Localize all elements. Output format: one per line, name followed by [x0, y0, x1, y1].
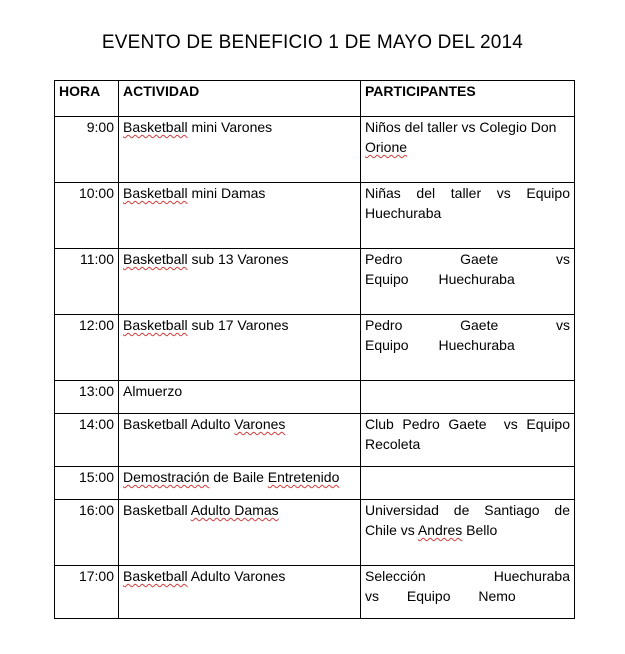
hora-cell: 9:00 — [55, 117, 119, 183]
hora-cell: 14:00 — [55, 414, 119, 467]
participantes-cell: Niñas del taller vs Equipo Huechuraba — [361, 183, 575, 249]
spellcheck-word: Entretenido — [267, 469, 340, 485]
actividad-text: mini Varones — [187, 119, 273, 135]
actividad-cell — [119, 467, 361, 500]
table-header-row — [55, 81, 575, 117]
actividad-cell — [119, 117, 361, 183]
spellcheck-word: Adulto Damas — [190, 502, 279, 518]
participantes-cell: Club Pedro Gaete vs Equipo Recoleta — [361, 414, 575, 467]
spellcheck-word: Andres — [417, 522, 463, 538]
table-row — [55, 500, 575, 566]
participantes-cell — [361, 467, 575, 500]
table-row — [55, 117, 575, 183]
participantes-cell — [361, 500, 575, 566]
actividad-text: sub 13 Varones — [187, 251, 289, 267]
participantes-text: Niños del taller vs Colegio Don — [365, 119, 557, 135]
participantes-text: Universidad de Santiago de Chile vs — [365, 502, 570, 538]
participantes-cell — [361, 117, 575, 183]
hora-cell: 10:00 — [55, 183, 119, 249]
actividad-cell — [119, 315, 361, 381]
participantes-cell — [361, 381, 575, 414]
table-row — [55, 183, 575, 249]
actividad-cell — [119, 500, 361, 566]
table-row — [55, 467, 575, 500]
header-participantes: PARTICIPANTES — [361, 81, 575, 117]
table-row — [55, 315, 575, 381]
actividad-text: de Baile — [209, 469, 268, 485]
participantes-text: Bello — [462, 522, 498, 538]
actividad-text: Basketball — [123, 502, 191, 518]
hora-cell: 13:00 — [55, 381, 119, 414]
hora-cell: 11:00 — [55, 249, 119, 315]
actividad-cell — [119, 566, 361, 619]
spellcheck-word: Basketball — [123, 317, 188, 333]
spellcheck-word: Basketball — [123, 568, 188, 584]
spellcheck-word: Varones — [234, 416, 286, 432]
spellcheck-word: Orione — [365, 139, 408, 155]
spellcheck-word: Basketball — [123, 185, 188, 201]
participantes-cell: Pedro Gaete vs Equipo Huechuraba — [361, 249, 575, 315]
table-row — [55, 414, 575, 467]
participantes-cell: Pedro Gaete vs Equipo Huechuraba — [361, 315, 575, 381]
table-row — [55, 381, 575, 414]
spellcheck-word: Demostración — [123, 469, 210, 485]
hora-cell: 12:00 — [55, 315, 119, 381]
header-actividad: ACTIVIDAD — [119, 81, 361, 117]
actividad-text: Basketball Adulto — [123, 416, 235, 432]
table-row — [55, 566, 575, 619]
actividad-cell — [119, 183, 361, 249]
actividad-cell — [119, 414, 361, 467]
spellcheck-word: Basketball — [123, 251, 188, 267]
spellcheck-word: Basketball — [123, 119, 188, 135]
table-row — [55, 249, 575, 315]
actividad-cell — [119, 249, 361, 315]
actividad-text: Adulto Varones — [187, 568, 286, 584]
document-title: EVENTO DE BENEFICIO 1 DE MAYO DEL 2014 — [101, 32, 524, 53]
hora-cell: 15:00 — [55, 467, 119, 500]
actividad-cell: Almuerzo — [119, 381, 361, 414]
participantes-cell: Selección Huechuraba vs Equipo Nemo — [361, 566, 575, 619]
event-schedule-table — [54, 80, 575, 619]
hora-cell: 17:00 — [55, 566, 119, 619]
actividad-text: mini Damas — [187, 185, 266, 201]
header-hora: HORA — [55, 81, 119, 117]
actividad-text: sub 17 Varones — [187, 317, 289, 333]
hora-cell: 16:00 — [55, 500, 119, 566]
